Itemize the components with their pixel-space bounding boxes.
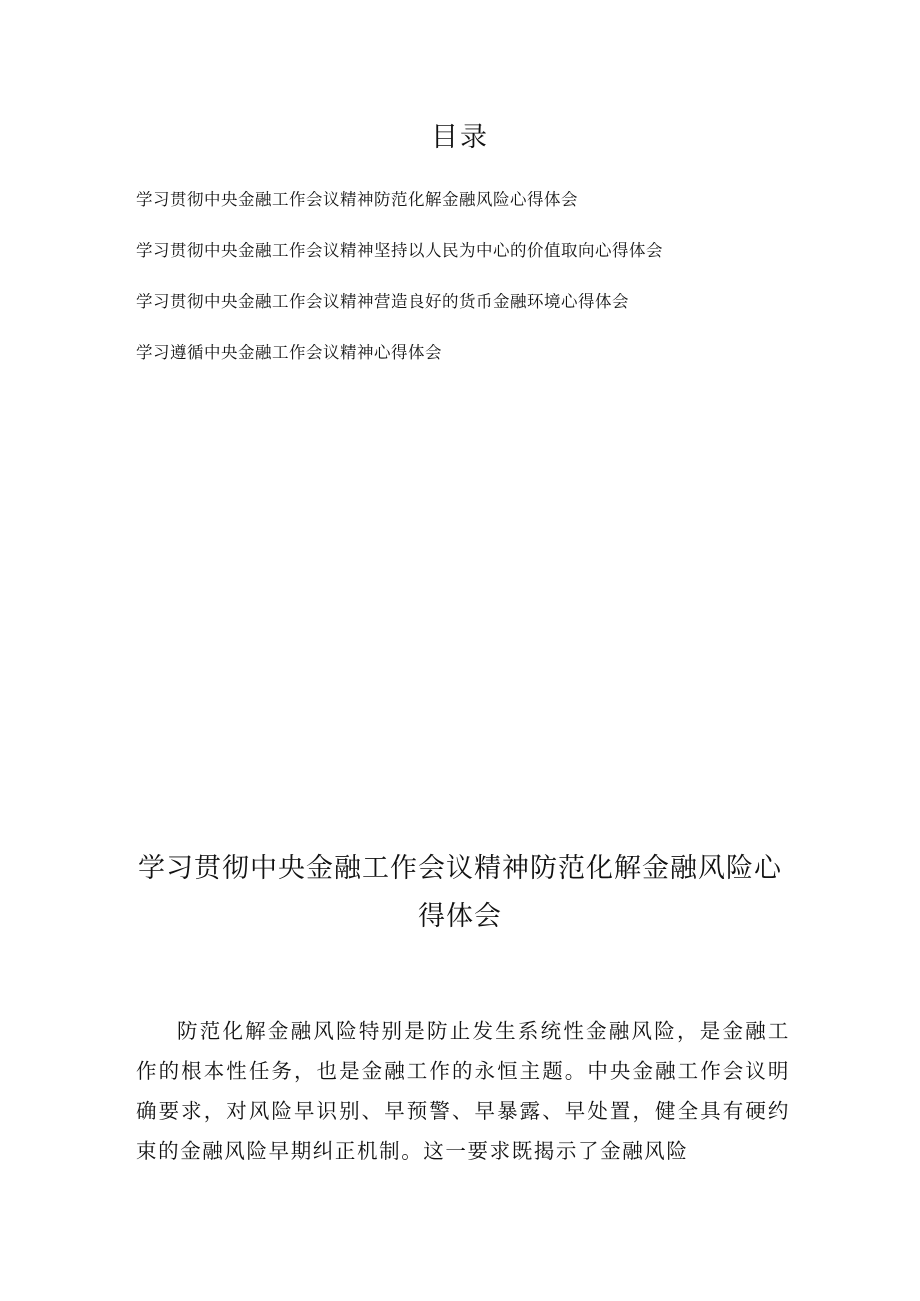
toc-title: 目录 bbox=[431, 122, 489, 153]
toc-list bbox=[136, 185, 836, 389]
toc-item-3[interactable]: 学习贯彻中央金融工作会议精神营造良好的货币金融环境心得体会 bbox=[136, 292, 629, 311]
toc-item-4[interactable]: 学习遵循中央金融工作会议精神心得体会 bbox=[136, 343, 442, 362]
toc-item-1[interactable]: 学习贯彻中央金融工作会议精神防范化解金融风险心得体会 bbox=[136, 190, 578, 209]
article-paragraph: 防范化解金融风险特别是防止发生系统性金融风险，是金融工作的根本性任务，也是金融工作的永恒主题。中央金融工作会议明确要求，对风险早识别、早预警、早暴露、早处置，健全具有硬约束的金融风险早期纠正机制。这一要求既揭示了金融风险 bbox=[136, 1018, 790, 1163]
toc-item-2[interactable]: 学习贯彻中央金融工作会议精神坚持以人民为中心的价值取向心得体会 bbox=[136, 241, 663, 260]
article-title: 学习贯彻中央金融工作会议精神防范化解金融风险心得体会 bbox=[138, 853, 782, 932]
